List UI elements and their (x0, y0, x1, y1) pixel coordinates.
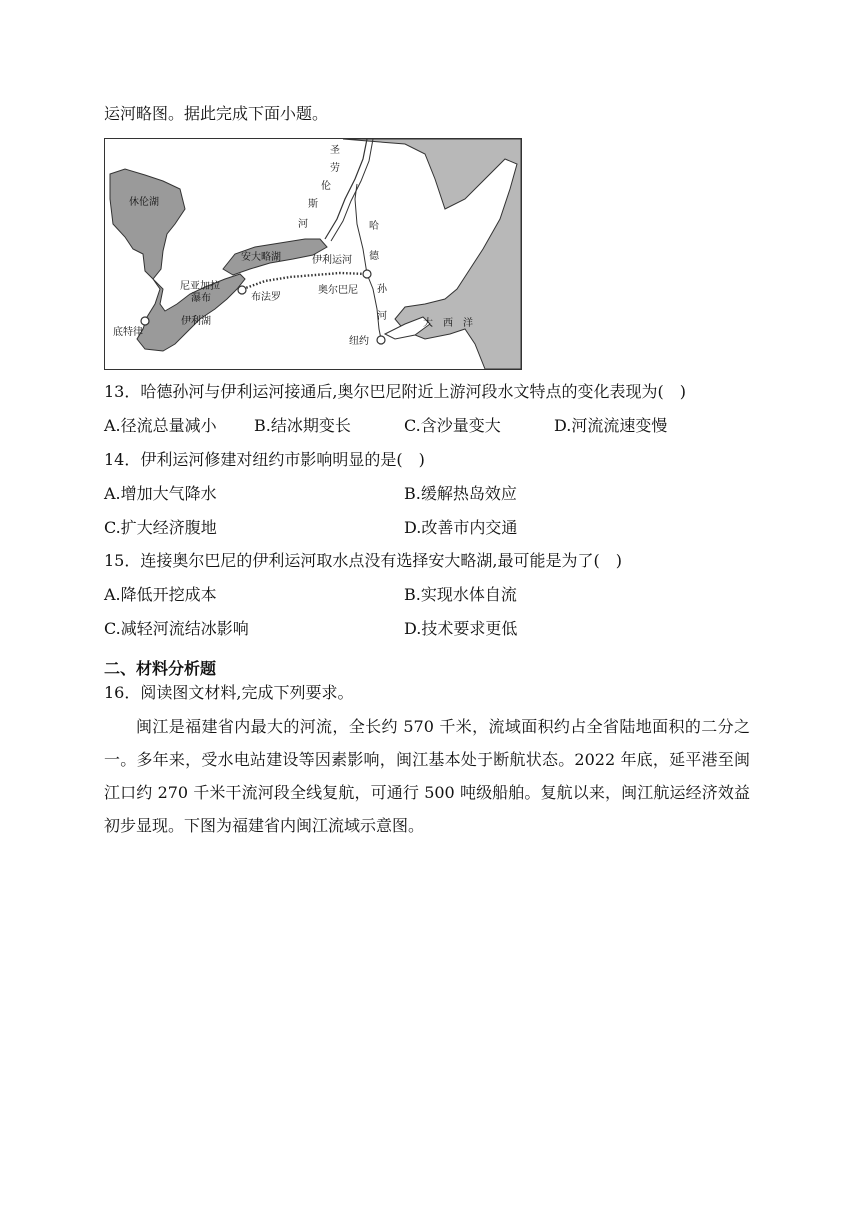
label-huron: 休伦湖 (129, 197, 159, 208)
q15-option-c[interactable]: C.减轻河流结冰影响 (104, 619, 249, 638)
intro-text: 运河略图。据此完成下面小题。 (104, 104, 329, 123)
question-15-stem: 15．连接奥尔巴尼的伊利运河取水点没有选择安大略湖,最可能是为了( ) (104, 551, 622, 570)
q14-option-b[interactable]: B.缓解热岛效应 (404, 484, 517, 503)
label-atlantic: 大 西 洋 (423, 318, 473, 329)
question-13-stem: 13．哈德孙河与伊利运河接通后,奥尔巴尼附近上游河段水文特点的变化表现为( ) (104, 382, 686, 401)
label-stlawrence-3: 伦 (321, 181, 331, 192)
erie-canal-map (104, 138, 522, 370)
q15-option-d[interactable]: D.技术要求更低 (404, 619, 518, 638)
label-stlawrence-1: 圣 (330, 145, 340, 156)
q13-option-b[interactable]: B.结冰期变长 (254, 416, 351, 435)
q13-option-d[interactable]: D.河流流速变慢 (554, 416, 668, 435)
question-14-stem: 14．伊利运河修建对纽约市影响明显的是( ) (104, 450, 425, 469)
q14-option-a[interactable]: A.增加大气降水 (104, 484, 217, 503)
q15-option-b[interactable]: B.实现水体自流 (404, 585, 517, 604)
label-niagara-2: 瀑布 (191, 293, 211, 304)
label-niagara-1: 尼亚加拉 (180, 281, 220, 292)
label-newyork: 纽约 (349, 336, 369, 347)
section-2-heading: 二、材料分析题 (104, 659, 217, 678)
label-hudson-1: 哈 (369, 221, 379, 232)
question-16-stem: 16．阅读图文材料,完成下列要求。 (104, 683, 354, 702)
q15-option-a[interactable]: A.降低开挖成本 (104, 585, 217, 604)
label-stlawrence-2: 劳 (330, 163, 340, 174)
label-erie-canal: 伊利运河 (312, 255, 352, 266)
q13-option-a[interactable]: A.径流总量减小 (104, 416, 217, 435)
label-hudson-4: 河 (377, 311, 387, 322)
label-ontario: 安大略湖 (241, 252, 281, 263)
label-stlawrence-5: 河 (298, 219, 308, 230)
label-albany: 奥尔巴尼 (318, 285, 358, 296)
label-erie-lake: 伊利湖 (181, 316, 211, 327)
q14-option-d[interactable]: D.改善市内交通 (404, 518, 518, 537)
label-hudson-2: 德 (369, 251, 379, 262)
label-buffalo: 布法罗 (251, 292, 281, 303)
label-hudson-3: 孙 (377, 284, 387, 295)
q13-option-c[interactable]: C.含沙量变大 (404, 416, 501, 435)
label-detroit: 底特律 (113, 327, 143, 338)
minjiang-paragraph: 闽江是福建省内最大的河流，全长约 570 千米，流域面积约占全省陆地面积的二分之一。多年来，受水电站建设等因素影响，闽江基本处于断航状态。2022 年底，延平港至闽江口约 270 千米干流河段全线复航，可通行 500 吨级船舶。复航以来，闽江航运经济效益初步显现。下图为福建省内闽江流域示意图。 (104, 717, 750, 835)
label-stlawrence-4: 斯 (308, 199, 318, 210)
q14-option-c[interactable]: C.扩大经济腹地 (104, 518, 217, 537)
